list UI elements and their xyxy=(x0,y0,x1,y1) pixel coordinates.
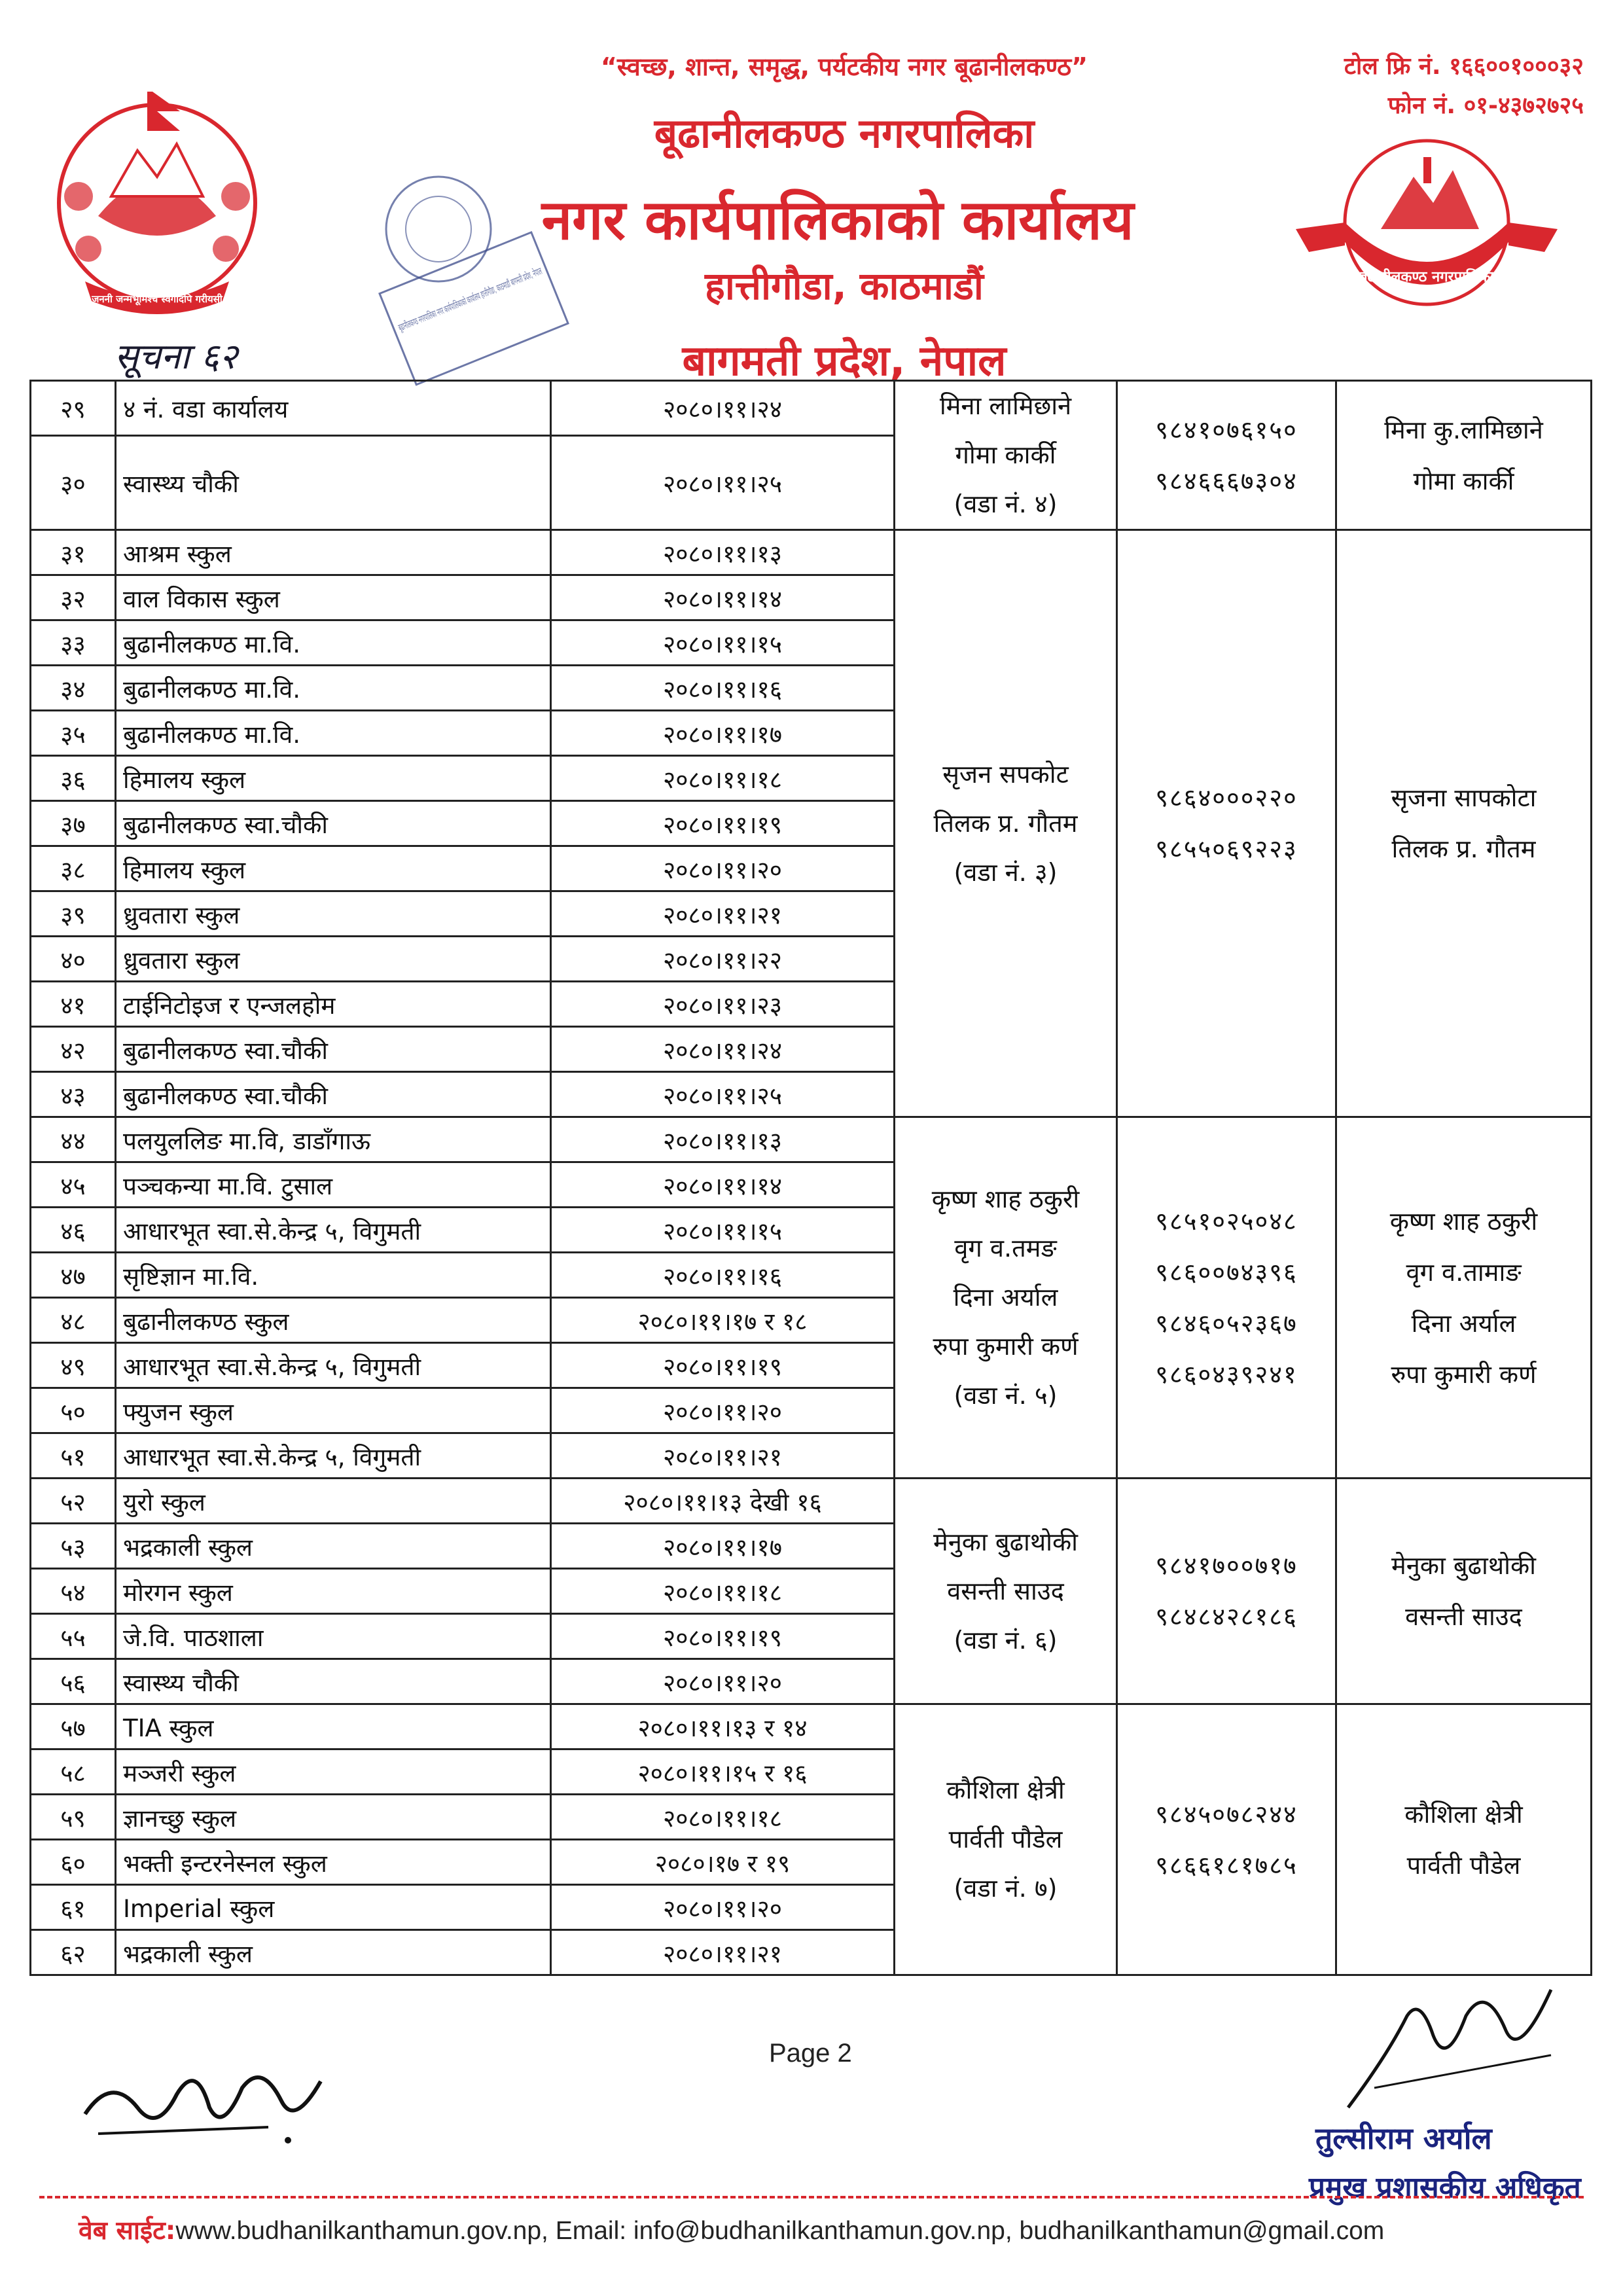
serial-number-cell: २९ xyxy=(31,381,116,436)
office-location: हात्तीगौडा, काठमाडौं xyxy=(705,264,984,308)
phone-numbers-cell-line: ९८६४०००२२० xyxy=(1155,783,1298,812)
ward-contact-cell xyxy=(895,530,1117,1117)
date-cell: २०८०।११।१५ xyxy=(551,620,895,666)
institution-cell: बुढानीलकण्ठ स्वा.चौकी xyxy=(116,1027,551,1072)
date-cell: २०८०।११।१५ xyxy=(551,1208,895,1253)
ward-contact-cell-line: (वडा नं. ७) xyxy=(954,1874,1058,1903)
coat-of-arms-emblem xyxy=(26,65,288,327)
signature-left xyxy=(72,2036,347,2153)
serial-number-cell: ५९ xyxy=(31,1795,116,1840)
svg-text:जननी जन्मभूमिश्च स्वर्गादपि गर: जननी जन्मभूमिश्च स्वर्गादपि गरीयसी xyxy=(92,293,223,305)
date-cell: २०८०।११।२२ xyxy=(551,937,895,982)
responsible-names-cell-line: पार्वती पौडेल xyxy=(1406,1850,1521,1880)
date-cell: २०८०।१७ र १९ xyxy=(551,1840,895,1885)
date-cell: २०८०।११।२१ xyxy=(551,891,895,937)
schedule-table xyxy=(29,380,1592,1976)
phone-numbers-cell-line: ९८४६६६७३०४ xyxy=(1155,466,1298,495)
serial-number-cell: ४५ xyxy=(31,1162,116,1208)
ward-contact-cell-line: (वडा नं. ३) xyxy=(954,857,1058,887)
date-cell: २०८०।११।१६ xyxy=(551,666,895,711)
serial-number-cell: ५६ xyxy=(31,1659,116,1704)
date-cell: २०८०।११।१८ xyxy=(551,1795,895,1840)
phone-numbers-cell xyxy=(1117,1704,1336,1975)
date-cell: २०८०।११।१७ xyxy=(551,711,895,756)
institution-cell: भद्रकाली स्कुल xyxy=(116,1524,551,1569)
phone-numbers-cell xyxy=(1117,530,1336,1117)
serial-number-cell: ३३ xyxy=(31,620,116,666)
date-cell: २०८०।११।१६ xyxy=(551,1253,895,1298)
institution-cell: आश्रम स्कुल xyxy=(116,530,551,575)
serial-number-cell: ६१ xyxy=(31,1885,116,1930)
serial-number-cell: ५३ xyxy=(31,1524,116,1569)
responsible-names-cell-line: मेनुका बुढाथोकी xyxy=(1391,1551,1536,1580)
serial-number-cell: ५१ xyxy=(31,1433,116,1479)
phone-numbers-cell-line: ९८४८४२८१८६ xyxy=(1155,1602,1298,1631)
svg-text:बूढानीलकण्ठ नगरपालिका: बूढानीलकण्ठ नगरपालिका xyxy=(1359,269,1495,285)
table-row xyxy=(31,530,1592,575)
serial-number-cell: ४० xyxy=(31,937,116,982)
serial-number-cell: ३६ xyxy=(31,756,116,801)
ward-contact-cell-line: दिना अर्याल xyxy=(953,1283,1058,1312)
ward-contact-cell-line: मेनुका बुढाथोकी xyxy=(933,1527,1078,1556)
date-cell: २०८०।११।२५ xyxy=(551,1072,895,1117)
date-cell: २०८०।११।१४ xyxy=(551,575,895,620)
institution-cell: जे.वि. पाठशाला xyxy=(116,1614,551,1659)
officer-title: प्रमुख प्रशासकीय अधिकृत xyxy=(1309,2171,1581,2204)
institution-cell: स्वास्थ्य चौकी xyxy=(116,1659,551,1704)
phone-numbers-cell-line: ९८५१०२५०४८ xyxy=(1155,1206,1298,1236)
footer-contact xyxy=(79,2212,1597,2247)
date-cell: २०८०।११।१७ xyxy=(551,1524,895,1569)
ward-contact-cell xyxy=(895,381,1117,530)
phone-number: फोन नं. ०१-४३७२७२५ xyxy=(1387,92,1584,119)
phone-numbers-cell xyxy=(1117,381,1336,530)
phone-numbers-cell-line: ९८६०४३९२४१ xyxy=(1155,1359,1298,1389)
ward-contact-cell-line: (वडा नं. ४) xyxy=(954,490,1058,518)
phone-numbers-cell-line: ९८४६०५२३६७ xyxy=(1155,1308,1298,1338)
ward-contact-cell-line: तिलक प्र. गौतम xyxy=(933,808,1078,838)
institution-cell: बुढानीलकण्ठ मा.वि. xyxy=(116,620,551,666)
serial-number-cell: ५० xyxy=(31,1388,116,1433)
serial-number-cell: ४१ xyxy=(31,982,116,1027)
motto: “स्वच्छ, शान्त, समृद्ध, पर्यटकीय नगर बूढानीलकण्ठ” xyxy=(600,52,1088,81)
serial-number-cell: ४६ xyxy=(31,1208,116,1253)
page-number: Page 2 xyxy=(769,2039,852,2068)
serial-number-cell: ५४ xyxy=(31,1569,116,1614)
serial-number-cell: ४७ xyxy=(31,1253,116,1298)
institution-cell: TIA स्कुल xyxy=(116,1704,551,1749)
date-cell: २०८०।११।२० xyxy=(551,1388,895,1433)
institution-cell: बुढानीलकण्ठ मा.वि. xyxy=(116,711,551,756)
footer-divider xyxy=(39,2196,1584,2198)
serial-number-cell: ४४ xyxy=(31,1117,116,1162)
responsible-names-cell-line: तिलक प्र. गौतम xyxy=(1391,834,1536,863)
footer-links[interactable]: www.budhanilkanthamun.gov.np, Email: info@budhanilkanthamun.gov.np, budhanilkanthamun@gmail.com xyxy=(175,2217,1385,2245)
toll-free-number: टोल फ्रि नं. १६६००१०००३२ xyxy=(1344,53,1584,80)
institution-cell: बुढानीलकण्ठ स्वा.चौकी xyxy=(116,801,551,846)
letterhead xyxy=(0,0,1623,386)
footer-label: वेब साईट: xyxy=(79,2216,176,2246)
serial-number-cell: ३५ xyxy=(31,711,116,756)
ward-contact-cell-line: रुपा कुमारी कर्ण xyxy=(933,1332,1079,1361)
institution-cell: पलयुललिङ मा.वि, डाडाँगाऊ xyxy=(116,1117,551,1162)
phone-numbers-cell-line: ९८६६१८१७८५ xyxy=(1155,1850,1298,1880)
date-cell: २०८०।११।१९ xyxy=(551,1614,895,1659)
institution-cell: पञ्चकन्या मा.वि. टुसाल xyxy=(116,1162,551,1208)
table-row xyxy=(31,381,1592,436)
institution-cell: भद्रकाली स्कुल xyxy=(116,1930,551,1975)
responsible-names-cell xyxy=(1336,1704,1592,1975)
table-row xyxy=(31,1479,1592,1524)
institution-cell: आधारभूत स्वा.से.केन्द्र ५, विगुमती xyxy=(116,1208,551,1253)
institution-cell: आधारभूत स्वा.से.केन्द्र ५, विगुमती xyxy=(116,1433,551,1479)
institution-cell: हिमालय स्कुल xyxy=(116,756,551,801)
date-cell: २०८०।११।१९ xyxy=(551,801,895,846)
date-cell: २०८०।११।१३ देखी १६ xyxy=(551,1479,895,1524)
phone-numbers-cell xyxy=(1117,1117,1336,1479)
date-cell: २०८०।११।१३ xyxy=(551,1117,895,1162)
responsible-names-cell-line: वसन्ती साउद xyxy=(1405,1602,1522,1631)
province: बागमती प्रदेश, नेपाल xyxy=(682,337,1007,386)
institution-cell: भक्ती इन्टरनेस्नल स्कुल xyxy=(116,1840,551,1885)
phone-numbers-cell xyxy=(1117,1479,1336,1704)
institution-cell: बुढानीलकण्ठ मा.वि. xyxy=(116,666,551,711)
responsible-names-cell-line: वृग व.तामाङ xyxy=(1406,1257,1522,1287)
institution-cell: युरो स्कुल xyxy=(116,1479,551,1524)
institution-cell: आधारभूत स्वा.से.केन्द्र ५, विगुमती xyxy=(116,1343,551,1388)
ward-contact-cell-line: (वडा नं. ५) xyxy=(954,1381,1058,1410)
date-cell: २०८०।११।१४ xyxy=(551,1162,895,1208)
phone-numbers-cell-line: ९८४१०७६१५० xyxy=(1155,415,1298,444)
serial-number-cell: ५५ xyxy=(31,1614,116,1659)
ward-contact-cell-line: कृष्ण शाह ठकुरी xyxy=(931,1185,1080,1213)
serial-number-cell: ४२ xyxy=(31,1027,116,1072)
responsible-names-cell-line: सृजना सापकोटा xyxy=(1391,783,1537,812)
ward-contact-cell xyxy=(895,1479,1117,1704)
ward-contact-cell-line: पार्वती पौडेल xyxy=(948,1825,1063,1854)
institution-cell: ध्रुवतारा स्कुल xyxy=(116,937,551,982)
serial-number-cell: ३० xyxy=(31,435,116,529)
serial-number-cell: ३४ xyxy=(31,666,116,711)
institution-cell: टाईनिटोइज र एन्जलहोम xyxy=(116,982,551,1027)
serial-number-cell: ३९ xyxy=(31,891,116,937)
institution-cell: बुढानीलकण्ठ स्वा.चौकी xyxy=(116,1072,551,1117)
institution-cell: Imperial स्कुल xyxy=(116,1885,551,1930)
office-name: नगर कार्यपालिकाको कार्यालय xyxy=(541,188,1134,252)
institution-cell: ध्रुवतारा स्कुल xyxy=(116,891,551,937)
serial-number-cell: ४९ xyxy=(31,1343,116,1388)
ward-contact-cell-line: कौशिला क्षेत्री xyxy=(946,1776,1065,1804)
serial-number-cell: ५८ xyxy=(31,1749,116,1795)
ward-contact-cell-line: वसन्ती साउद xyxy=(947,1576,1064,1605)
serial-number-cell: ३७ xyxy=(31,801,116,846)
date-cell: २०८०।११।१९ xyxy=(551,1343,895,1388)
responsible-names-cell-line: दिना अर्याल xyxy=(1411,1308,1516,1338)
institution-cell: वाल विकास स्कुल xyxy=(116,575,551,620)
serial-number-cell: ६० xyxy=(31,1840,116,1885)
signature-right xyxy=(1335,1977,1577,2121)
institution-cell: हिमालय स्कुल xyxy=(116,846,551,891)
ward-contact-cell-line: सृजन सपकोट xyxy=(942,759,1069,789)
date-cell: २०८०।११।२३ xyxy=(551,982,895,1027)
municipality-name: बूढानीलकण्ठ नगरपालिका xyxy=(654,109,1035,157)
institution-cell: फ्युजन स्कुल xyxy=(116,1388,551,1433)
responsible-names-cell xyxy=(1336,1117,1592,1479)
serial-number-cell: ३१ xyxy=(31,530,116,575)
institution-cell: मोरगन स्कुल xyxy=(116,1569,551,1614)
phone-numbers-cell-line: ९८६००७४३९६ xyxy=(1155,1257,1298,1287)
institution-cell: मञ्जरी स्कुल xyxy=(116,1749,551,1795)
date-cell: २०८०।११।१५ र १६ xyxy=(551,1749,895,1795)
notice-number: सूचना ६२ xyxy=(115,336,238,377)
serial-number-cell: ५७ xyxy=(31,1704,116,1749)
institution-cell: बुढानीलकण्ठ स्कुल xyxy=(116,1298,551,1343)
date-cell: २०८०।११।२१ xyxy=(551,1433,895,1479)
date-cell: २०८०।११।२० xyxy=(551,846,895,891)
serial-number-cell: ५२ xyxy=(31,1479,116,1524)
institution-cell: ज्ञानच्छु स्कुल xyxy=(116,1795,551,1840)
responsible-names-cell-line: गोमा कार्की xyxy=(1413,466,1514,495)
date-cell: २०८०।११।२४ xyxy=(551,381,895,436)
table-row xyxy=(31,1117,1592,1162)
date-cell: २०८०।११।१३ र १४ xyxy=(551,1704,895,1749)
date-cell: २०८०।११।१८ xyxy=(551,1569,895,1614)
date-cell: २०८०।११।१३ xyxy=(551,530,895,575)
date-cell: २०८०।११।२० xyxy=(551,1885,895,1930)
date-cell: २०८०।११।२१ xyxy=(551,1930,895,1975)
responsible-names-cell xyxy=(1336,530,1592,1117)
ward-contact-cell-line: वृग व.तमङ xyxy=(954,1234,1057,1263)
serial-number-cell: ३२ xyxy=(31,575,116,620)
serial-number-cell: ३८ xyxy=(31,846,116,891)
responsible-names-cell xyxy=(1336,381,1592,530)
date-cell: २०८०।११।२५ xyxy=(551,435,895,529)
ward-contact-cell xyxy=(895,1117,1117,1479)
stamp-text: बूढानीलकण्ठ नगरपालिका नगर कार्यपालिकाको कार्यालय हात्तीगौडा, काठमाडौं बागमती प्रदेश, नेपाल xyxy=(397,190,728,334)
responsible-names-cell-line: रुपा कुमारी कर्ण xyxy=(1391,1359,1537,1389)
serial-number-cell: ४३ xyxy=(31,1072,116,1117)
responsible-names-cell-line: मिना कु.लामिछाने xyxy=(1384,415,1543,444)
serial-number-cell: ६२ xyxy=(31,1930,116,1975)
phone-numbers-cell-line: ९८५५०६९२२३ xyxy=(1155,834,1298,863)
date-cell: २०८०।११।२० xyxy=(551,1659,895,1704)
institution-cell: स्वास्थ्य चौकी xyxy=(116,435,551,529)
ward-contact-cell-line: गोमा कार्की xyxy=(955,440,1056,469)
serial-number-cell: ४८ xyxy=(31,1298,116,1343)
responsible-names-cell-line: कृष्ण शाह ठकुरी xyxy=(1389,1206,1538,1236)
officer-name: तुल्सीराम अर्याल xyxy=(1315,2121,1492,2156)
municipality-logo xyxy=(1283,131,1571,327)
date-cell: २०८०।११।१७ र १८ xyxy=(551,1298,895,1343)
institution-cell: सृष्टिज्ञान मा.वि. xyxy=(116,1253,551,1298)
phone-numbers-cell-line: ९८४१७००७१७ xyxy=(1155,1551,1298,1580)
responsible-names-cell xyxy=(1336,1479,1592,1704)
institution-cell: ४ नं. वडा कार्यालय xyxy=(116,381,551,436)
ward-contact-cell xyxy=(895,1704,1117,1975)
date-cell: २०८०।११।२४ xyxy=(551,1027,895,1072)
ward-contact-cell-line: मिना लामिछाने xyxy=(939,391,1072,420)
date-cell: २०८०।११।१८ xyxy=(551,756,895,801)
responsible-names-cell-line: कौशिला क्षेत्री xyxy=(1404,1799,1523,1829)
ward-contact-cell-line: (वडा नं. ६) xyxy=(954,1625,1058,1655)
table-row xyxy=(31,1704,1592,1749)
phone-numbers-cell-line: ९८४५०७८२४४ xyxy=(1155,1799,1298,1829)
